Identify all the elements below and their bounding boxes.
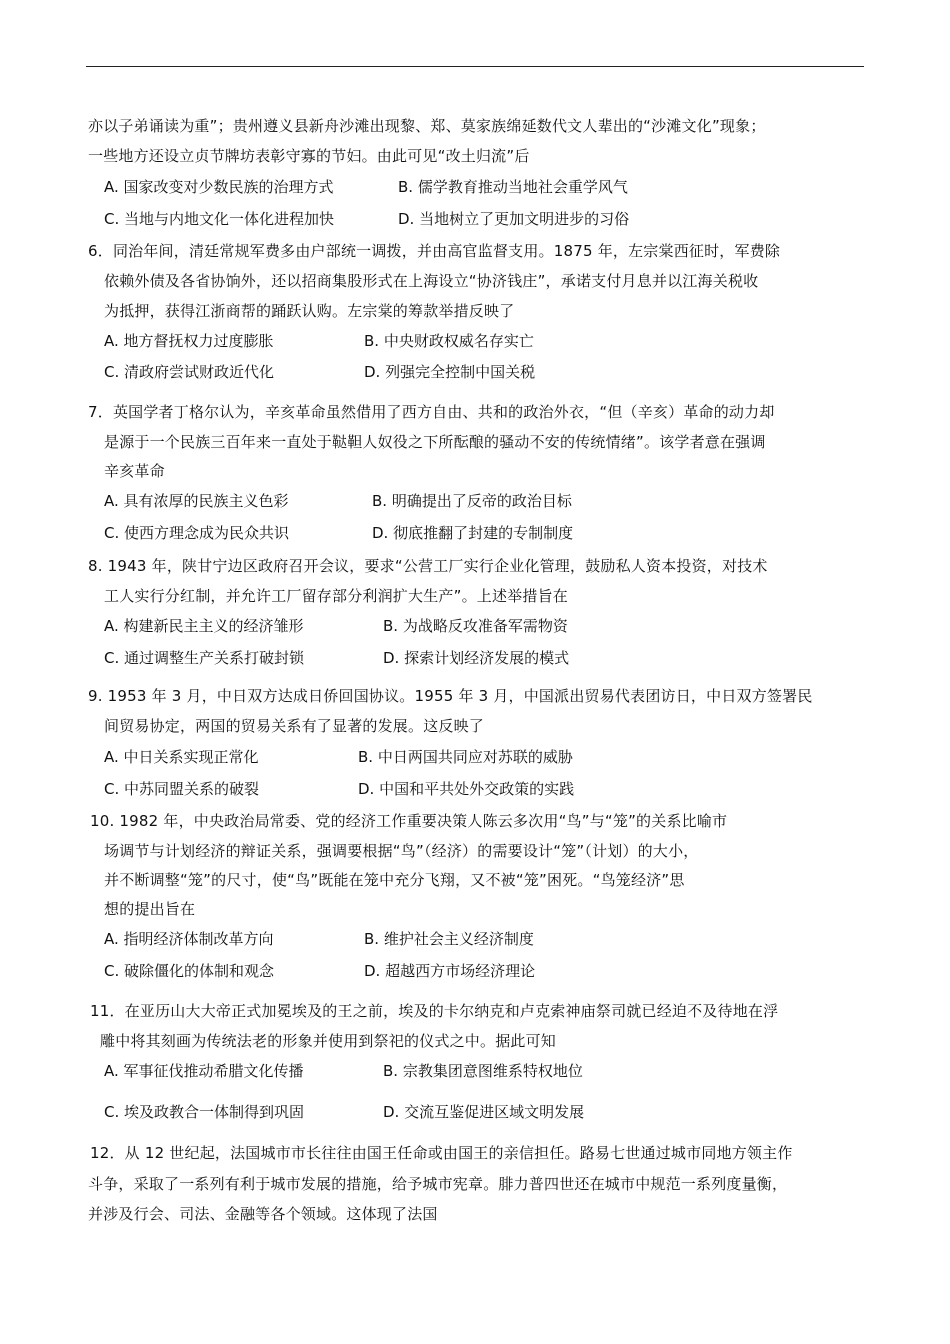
q11-option-b: B. 宗教集团意图维系特权地位 [383,1062,583,1080]
q11-stem-line-2: 雕中将其刻画为传统法老的形象并使用到祭祀的仪式之中。据此可知 [100,1032,557,1050]
q9-option-b: B. 中日两国共同应对苏联的威胁 [358,748,573,766]
q8-option-b: B. 为战略反攻准备军需物资 [383,617,568,635]
q5-option-a: A. 国家改变对少数民族的治理方式 [104,178,334,196]
q7-option-a: A. 具有浓厚的民族主义色彩 [104,492,289,510]
q10-stem-line-3: 并不断调整“笼”的尺寸，使“鸟”既能在笼中充分飞翔，又不被“笼”困死。“鸟笼经济”思 [104,871,685,889]
q8-stem-line-1: 8. 1943 年，陕甘宁边区政府召开会议，要求“公营工厂实行企业化管理，鼓励私人资本投资，对技术 [88,557,768,575]
q6-option-c: C. 清政府尝试财政近代化 [104,363,275,381]
q5-option-b: B. 儒学教育推动当地社会重学风气 [398,178,628,196]
q11-stem-line-1: 11．在亚历山大大帝正式加冕埃及的王之前，埃及的卡尔纳克和卢克索神庙祭司就已经迫不及待地在浮 [90,1002,779,1020]
q6-option-a: A. 地方督抚权力过度膨胀 [104,332,274,350]
q5-stem-line-2: 一些地方还设立贞节牌坊表彰守寡的节妇。由此可见“改土归流”后 [88,147,530,165]
q11-option-d: D. 交流互鉴促进区域文明发展 [383,1103,585,1121]
q10-option-d: D. 超越西方市场经济理论 [364,962,536,980]
q6-option-b: B. 中央财政权威名存实亡 [364,332,534,350]
q8-stem-line-2: 工人实行分红制，并允许工厂留存部分利润扩大生产”。上述举措旨在 [104,587,568,605]
q7-option-b: B. 明确提出了反帝的政治目标 [372,492,572,510]
q8-option-d: D. 探索计划经济发展的模式 [383,649,570,667]
header-rule [86,66,864,67]
q9-stem-line-1: 9. 1953 年 3 月，中日双方达成日侨回国协议。1955 年 3 月，中国派出贸易代表团访日，中日双方签署民 [88,687,813,705]
q10-option-c: C. 破除僵化的体制和观念 [104,962,275,980]
q7-stem-line-1: 7．英国学者丁格尔认为，辛亥革命虽然借用了西方自由、共和的政治外衣，“但（辛亥）革命的动力却 [88,403,775,421]
q9-option-d: D. 中国和平共处外交政策的实践 [358,780,575,798]
q5-option-c: C. 当地与内地文化一体化进程加快 [104,210,335,228]
q10-option-a: A. 指明经济体制改革方向 [104,930,274,948]
q7-option-d: D. 彻底推翻了封建的专制制度 [372,524,574,542]
q11-option-a: A. 军事征伐推动希腊文化传播 [104,1062,304,1080]
q12-stem-line-3: 并涉及行会、司法、金融等各个领域。这体现了法国 [88,1205,438,1223]
q6-option-d: D. 列强完全控制中国关税 [364,363,536,381]
q9-option-c: C. 中苏同盟关系的破裂 [104,780,260,798]
q7-option-c: C. 使西方理念成为民众共识 [104,524,290,542]
q6-stem-line-1: 6．同治年间，清廷常规军费多由户部统一调拨，并由高官监督支用。1875 年，左宗棠西征时，军费除 [88,242,781,260]
q8-option-a: A. 构建新民主主义的经济雏形 [104,617,304,635]
q5-option-d: D. 当地树立了更加文明进步的习俗 [398,210,630,228]
q12-stem-line-2: 斗争，采取了一系列有利于城市发展的措施，给予城市宪章。腓力普四世还在城市中规范一系列度量衡， [88,1175,788,1193]
q7-stem-line-3: 辛亥革命 [104,462,165,480]
q11-option-c: C. 埃及政教合一体制得到巩固 [104,1103,305,1121]
q10-stem-line-1: 10. 1982 年，中央政治局常委、党的经济工作重要决策人陈云多次用“鸟”与“笼”的关系比喻市 [90,812,728,830]
q6-stem-line-3: 为抵押，获得江浙商帮的踊跃认购。左宗棠的筹款举措反映了 [104,302,515,320]
q10-stem-line-4: 想的提出旨在 [104,900,196,918]
q9-stem-line-2: 间贸易协定，两国的贸易关系有了显著的发展。这反映了 [104,717,485,735]
q5-stem-line-1: 亦以子弟诵读为重”；贵州遵义县新舟沙滩出现黎、郑、莫家族绵延数代文人辈出的“沙滩文化”现象； [88,117,766,135]
q6-stem-line-2: 依赖外债及各省协饷外，还以招商集股形式在上海设立“协济钱庄”，承诺支付月息并以江海关税收 [104,272,759,290]
q7-stem-line-2: 是源于一个民族三百年来一直处于鞑靼人奴役之下所酝酿的骚动不安的传统情绪”。该学者意在强调 [104,433,766,451]
q10-stem-line-2: 场调节与计划经济的辩证关系，强调要根据“鸟”（经济）的需要设计“笼”（计划）的大小， [104,842,699,860]
q12-stem-line-1: 12．从 12 世纪起，法国城市市长往往由国王任命或由国王的亲信担任。路易七世通过城市同地方领主作 [90,1144,793,1162]
q10-option-b: B. 维护社会主义经济制度 [364,930,534,948]
q9-option-a: A. 中日关系实现正常化 [104,748,259,766]
q8-option-c: C. 通过调整生产关系打破封锁 [104,649,305,667]
